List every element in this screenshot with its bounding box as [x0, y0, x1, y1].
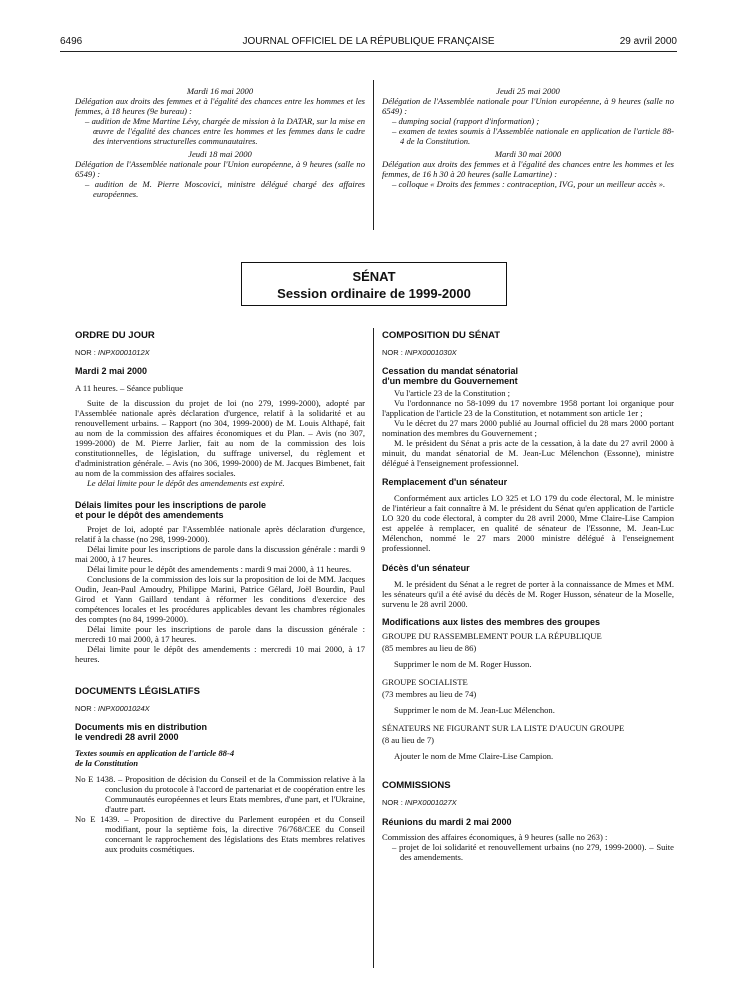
journal-title: JOURNAL OFFICIEL DE LA RÉPUBLIQUE FRANÇAISE [242, 36, 495, 47]
group-action: Ajouter le nom de Mme Claire-Lise Campion. [394, 751, 554, 761]
subsection-title: le vendredi 28 avril 2000 [75, 732, 179, 742]
meeting-line: Délégation de l'Assemblée nationale pour l'Union européenne, à 9 heures (salle no 6549) : [75, 159, 365, 179]
group-count: (8 au lieu de 7) [382, 735, 435, 745]
right-column [382, 331, 674, 862]
nor-reference [75, 348, 365, 358]
senat-title-box [241, 262, 507, 306]
subsection-title: Délais limites pour les inscriptions de parole [75, 500, 267, 510]
paragraph: Conclusions de la commission des lois sur la proposition de loi de MM. Jacques Oudin, Jean-Paul Amoudry, Philippe Marini, Patrice Gélard, Joël Bourdin, Paul Girod et Yann Gaillard tendant à réformer les conditions d'exercice des compétences locales et les procédures applicables devant les chambres régionales des comptes (no 84, 1999-2000). [75, 574, 365, 624]
agenda-right-column [382, 86, 674, 189]
subsection-title: d'un membre du Gouvernement [382, 376, 518, 386]
subsection-title: Documents mis en distribution [75, 722, 208, 732]
sitting-time: A 11 heures. – Séance publique [75, 383, 184, 393]
group-name: GROUPE DU RASSEMBLEMENT POUR LA RÉPUBLIQUE [382, 631, 602, 641]
agenda-item: – dumping social (rapport d'information) ; [392, 116, 540, 126]
nor-reference [382, 348, 674, 358]
paragraph: Délai limite pour le dépôt des amendements : mercredi 10 mai 2000, à 17 heures. [75, 644, 365, 664]
paragraph: Délai limite pour les inscriptions de parole dans la discussion générale : mercredi 10 mai 2000, à 17 heures. [75, 624, 365, 644]
nor-label: NOR : [382, 348, 405, 357]
agenda-item: – projet de loi solidarité et renouvellement urbains (no 279, 1999-2000). – Suite des amendements. [392, 842, 674, 862]
nor-code: INPX0001027X [404, 798, 457, 807]
meeting-line: Délégation de l'Assemblée nationale pour l'Union européenne, à 9 heures (salle no 6549) : [382, 96, 674, 116]
agenda-item: – audition de Mme Martine Lévy, chargée de mission à la DATAR, sur la mise en œuvre de l'égalité des chances entre les hommes et les femmes dans le cadre des interventions structurelles communautaires. [85, 116, 365, 146]
paragraph: Délai limite pour les inscriptions de parole dans la discussion générale : mardi 9 mai 2000, à 17 heures. [75, 544, 365, 564]
left-column [75, 331, 365, 854]
paragraph: Vu le décret du 27 mars 2000 publié au Journal officiel du 28 mars 2000 portant nomination des membres du Gouvernement ; [382, 418, 674, 438]
subsection-title: Cessation du mandat sénatorial [382, 366, 519, 376]
meeting-line: Délégation aux droits des femmes et à l'égalité des chances entre les hommes et les femmes, de 16 h 30 à 20 heures (salle Lamartine) : [382, 159, 674, 179]
agenda-item: – examen de textes soumis à l'Assemblée nationale en application de l'article 88-4 de la Constitution. [392, 126, 674, 146]
date-heading: Mardi 16 mai 2000 [186, 86, 254, 96]
document-reference: No E 1439. – Proposition de directive du Parlement européen et du Conseil modifiant, pour la septième fois, la directive 76/768/CEE du Conseil concernant le rapprochement des législations des Etats membres relatives aux produits cosmétiques. [75, 814, 365, 854]
group-count: (85 membres au lieu de 86) [382, 643, 477, 653]
group-count: (73 membres au lieu de 74) [382, 689, 477, 699]
section-title: ORDRE DU JOUR [75, 330, 155, 341]
paragraph: M. le président du Sénat a le regret de porter à la connaissance de Mmes et MM. les sénateurs qu'il a été avisé du décès de M. Roger Husson, sénateur de la Moselle, survenu le 28 avril 2000. [382, 579, 674, 609]
sitting-date: Mardi 2 mai 2000 [75, 366, 148, 376]
agenda-left-column [75, 86, 365, 199]
column-divider [373, 80, 374, 230]
subsection-title: Modifications aux listes des membres des groupes [382, 617, 601, 627]
subsection-title: et pour le dépôt des amendements [75, 510, 224, 520]
italic-heading: Textes soumis en application de l'article 88-4 [75, 748, 235, 758]
paragraph: Le délai limite pour le dépôt des amendements est expiré. [87, 478, 285, 488]
paragraph: M. le président du Sénat a pris acte de la cessation, à la date du 27 avril 2000 à minuit, du mandat sénatorial de M. Jean-Luc Mélenchon (Essonne), ministre délégué à l'enseignement professionnel. [382, 438, 674, 468]
date-heading: Jeudi 18 mai 2000 [188, 149, 252, 159]
header-rule [60, 51, 677, 52]
subsection-title: Remplacement d'un sénateur [382, 477, 508, 487]
subsection-title: Décès d'un sénateur [382, 563, 470, 573]
senat-title: SÉNAT [352, 269, 396, 284]
section-title: DOCUMENTS LÉGISLATIFS [75, 686, 200, 697]
paragraph: Suite de la discussion du projet de loi (no 279, 1999-2000), adopté par l'Assemblée nationale après déclaration d'urgence, relatif à la solidarité et au renouvellement urbains. – Rapport (no 304, 1999-2000) de M. Louis Althapé, fait au nom de la commission des affaires économiques et du Plan. – Avis (no 307, 1999-2000) de M. Pierre Jarlier, fait au nom de la commission des lois constitutionnelles, de législation, du suffrage universel, du règlement et d'administration générale. – Avis (no 306, 1999-2000) de M. Jacques Bimbenet, fait au nom de la commission des affaires sociales. [75, 398, 365, 478]
nor-label: NOR : [382, 798, 405, 807]
column-divider [373, 328, 374, 968]
date-heading: Jeudi 25 mai 2000 [496, 86, 560, 96]
subsection-title: Réunions du mardi 2 mai 2000 [382, 817, 512, 827]
paragraph: Commission des affaires économiques, à 9 heures (salle no 263) : [382, 832, 608, 842]
nor-reference [75, 704, 365, 714]
group-action: Supprimer le nom de M. Roger Husson. [394, 659, 532, 669]
nor-label: NOR : [75, 704, 98, 713]
agenda-item: – colloque « Droits des femmes : contraception, IVG, pour un meilleur accès ». [392, 179, 666, 189]
nor-reference [382, 798, 674, 808]
page-number: 6496 [60, 36, 83, 47]
agenda-item: – audition de M. Pierre Moscovici, ministre délégué chargé des affaires européennes. [85, 179, 365, 199]
paragraph: Conformément aux articles LO 325 et LO 179 du code électoral, M. le ministre de l'intérieur a fait connaître à M. le président du Sénat qu'en application de l'article LO 320 du code électoral, à compter du 28 avril 2000, Mme Claire-Lise Campion est appelée à remplacer, en qualité de sénateur de l'Essonne, M. Jean-Luc Mélenchon, nommé le 27 mars 2000 ministre délégué à l'enseignement professionnel. [382, 493, 674, 553]
nor-code: INPX0001012X [97, 348, 150, 357]
paragraph: Vu l'article 23 de la Constitution ; [394, 388, 511, 398]
issue-date: 29 avril 2000 [619, 36, 677, 47]
paragraph: Projet de loi, adopté par l'Assemblée nationale après déclaration d'urgence, relatif à la chasse (no 298, 1999-2000). [75, 524, 365, 544]
group-action: Supprimer le nom de M. Jean-Luc Mélenchon. [394, 705, 555, 715]
italic-heading: de la Constitution [75, 758, 139, 768]
section-title: COMPOSITION DU SÉNAT [382, 330, 501, 341]
page-header [60, 36, 677, 52]
date-heading: Mardi 30 mai 2000 [494, 149, 562, 159]
nor-code: INPX0001024X [97, 704, 150, 713]
group-name: GROUPE SOCIALISTE [382, 677, 468, 687]
nor-code: INPX0001030X [404, 348, 457, 357]
section-title: COMMISSIONS [382, 780, 451, 791]
paragraph: Vu l'ordonnance no 58-1099 du 17 novembre 1958 portant loi organique pour l'application de l'article 23 de la Constitution, et notamment son article 1er ; [382, 398, 674, 418]
paragraph: Délai limite pour le dépôt des amendements : mardi 9 mai 2000, à 11 heures. [87, 564, 352, 574]
document-reference: No E 1438. – Proposition de décision du Conseil et de la Commission relative à la conclusion du protocole à l'accord de partenariat et de coopération entre les Communautés européennes et leurs Etats membres, d'une part, et l'Ukraine, d'autre part. [75, 774, 365, 814]
nor-label: NOR : [75, 348, 98, 357]
session-title: Session ordinaire de 1999-2000 [277, 286, 471, 301]
meeting-line: Délégation aux droits des femmes et à l'égalité des chances entre les hommes et les femmes, à 18 heures (9e bureau) : [75, 96, 365, 116]
group-name: SÉNATEURS NE FIGURANT SUR LA LISTE D'AUCUN GROUPE [382, 723, 625, 733]
